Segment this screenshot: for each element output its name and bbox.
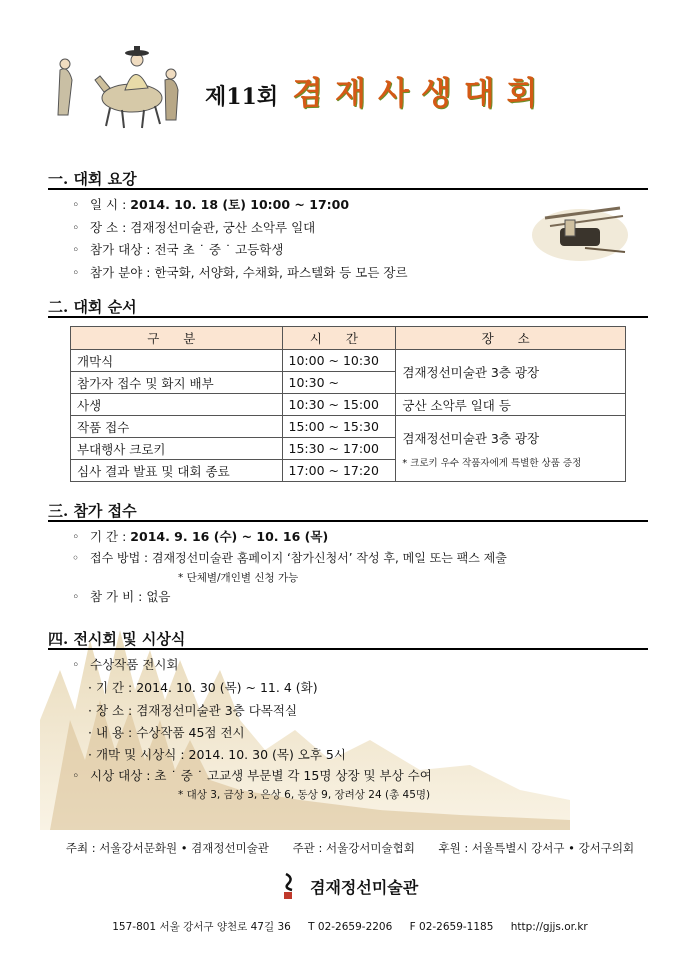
award-note: * 대상 3, 금상 3, 은상 6, 동상 9, 장려상 24 (총 45명) xyxy=(178,789,431,801)
location-note: * 크로키 우수 작품자에게 특별한 상품 증정 xyxy=(402,457,582,469)
section2-title: 二. 대회 순서 xyxy=(48,298,137,316)
section3-item-period: ◦ 기 간 : 2014. 9. 16 (수) ~ 10. 16 (목) xyxy=(72,529,329,544)
address-text: 157-801 서울 강서구 양천로 47길 36 xyxy=(112,921,291,933)
schedule-table xyxy=(70,326,626,482)
time-cell: 15:30 ~ 17:00 xyxy=(282,438,396,460)
section2-divider xyxy=(48,316,648,318)
time-cell: 17:00 ~ 17:20 xyxy=(282,460,396,482)
table-row xyxy=(71,350,626,372)
location-cell xyxy=(396,416,626,482)
program-cell: 부대행사 크로키 xyxy=(71,438,283,460)
museum-logo xyxy=(280,872,418,900)
website-link[interactable]: http://gjjs.or.kr xyxy=(510,921,588,933)
section3-divider xyxy=(48,520,648,522)
museum-logo-icon xyxy=(280,872,304,900)
section3-item-method: ◦ 접수 방법 : 겸재정선미술관 홈페이지 ‘참가신청서’ 작성 후, 메일 또는 팩스 제출 xyxy=(72,551,507,565)
section1-item-target: ◦ 참가 대상 : 전국 초 ˙ 중 ˙ 고등학생 xyxy=(72,242,284,257)
sponsor-line xyxy=(0,840,700,856)
bullet-icon: ◦ xyxy=(72,589,80,604)
bullet-icon: ◦ xyxy=(72,529,80,544)
title-main: 겸재사생대회 xyxy=(292,74,550,112)
section4-title: 四. 전시회 및 시상식 xyxy=(48,630,186,648)
exhibition-period: · 기 간 : 2014. 10. 30 (목) ~ 11. 4 (화) xyxy=(88,680,318,695)
sponsor-text: 후원 : 서울특별시 강서구 • 강서구의회 xyxy=(438,841,635,855)
phone-text: T 02-2659-2206 xyxy=(308,921,393,933)
section4-divider xyxy=(48,648,648,650)
program-cell: 참가자 접수 및 화지 배부 xyxy=(71,372,283,394)
column-header: 시 간 xyxy=(282,327,396,350)
horse-rider-illustration xyxy=(40,40,190,130)
time-cell: 10:00 ~ 10:30 xyxy=(282,350,396,372)
table-row xyxy=(71,394,626,416)
fax-text: F 02-2659-1185 xyxy=(409,921,494,933)
page-title xyxy=(205,68,550,112)
bullet-icon: ◦ xyxy=(72,551,80,565)
section3-title: 三. 참가 접수 xyxy=(48,502,137,520)
time-cell: 10:30 ~ 15:00 xyxy=(282,394,396,416)
bullet-icon: ◦ xyxy=(72,657,80,672)
award-target: ◦ 시상 대상 : 초 ˙ 중 ˙ 고교생 부문별 각 15명 상장 및 부상 수여 xyxy=(72,768,432,783)
bullet-icon: ◦ xyxy=(72,265,80,280)
title-edition: 제11회 xyxy=(205,84,279,110)
painting-tools-illustration xyxy=(525,190,635,265)
section1-item-date: ◦ 일 시 : 2014. 10. 18 (토) 10:00 ~ 17:00 xyxy=(72,197,350,212)
section3-note: * 단체별/개인별 신청 가능 xyxy=(178,572,299,584)
location-text: 겸재정선미술관 3층 광장 xyxy=(402,430,540,446)
section1-title: 一. 대회 요강 xyxy=(48,170,137,188)
bullet-icon: ◦ xyxy=(72,220,80,235)
bullet-icon: ◦ xyxy=(72,768,80,783)
column-header: 장 소 xyxy=(396,327,626,350)
bullet-icon: ◦ xyxy=(72,242,80,257)
ceremony-info: · 개막 및 시상식 : 2014. 10. 30 (목) 오후 5시 xyxy=(88,747,346,762)
section1-item-place: ◦ 장 소 : 겸재정선미술관, 궁산 소악루 일대 xyxy=(72,220,316,235)
museum-logo-text: 겸재정선미술관 xyxy=(310,877,419,897)
section3-item-fee: ◦ 참 가 비 : 없음 xyxy=(72,589,171,604)
exhibition-content: · 내 용 : 수상작품 45점 전시 xyxy=(88,725,245,740)
table-row xyxy=(71,416,626,438)
program-cell: 작품 접수 xyxy=(71,416,283,438)
time-cell: 10:30 ~ xyxy=(282,372,396,394)
program-cell: 개막식 xyxy=(71,350,283,372)
location-cell: 겸재정선미술관 3층 광장 xyxy=(396,350,626,394)
section1-item-field: ◦ 참가 분야 : 한국화, 서양화, 수채화, 파스텔화 등 모든 장르 xyxy=(72,265,408,280)
column-header: 구 분 xyxy=(71,327,283,350)
bullet-icon: ◦ xyxy=(72,197,80,212)
location-cell: 궁산 소악루 일대 등 xyxy=(396,394,626,416)
program-cell: 심사 결과 발표 및 대회 종료 xyxy=(71,460,283,482)
organizer-text: 주관 : 서울강서미술협회 xyxy=(292,841,415,855)
program-cell: 사생 xyxy=(71,394,283,416)
address-line xyxy=(0,919,700,934)
exhibition-title: ◦ 수상작품 전시회 xyxy=(72,657,179,672)
host-text: 주최 : 서울강서문화원 • 겸재정선미술관 xyxy=(65,841,269,855)
table-header-row xyxy=(71,327,626,350)
time-cell: 15:00 ~ 15:30 xyxy=(282,416,396,438)
exhibition-place: · 장 소 : 겸재정선미술관 3층 다목적실 xyxy=(88,703,298,718)
